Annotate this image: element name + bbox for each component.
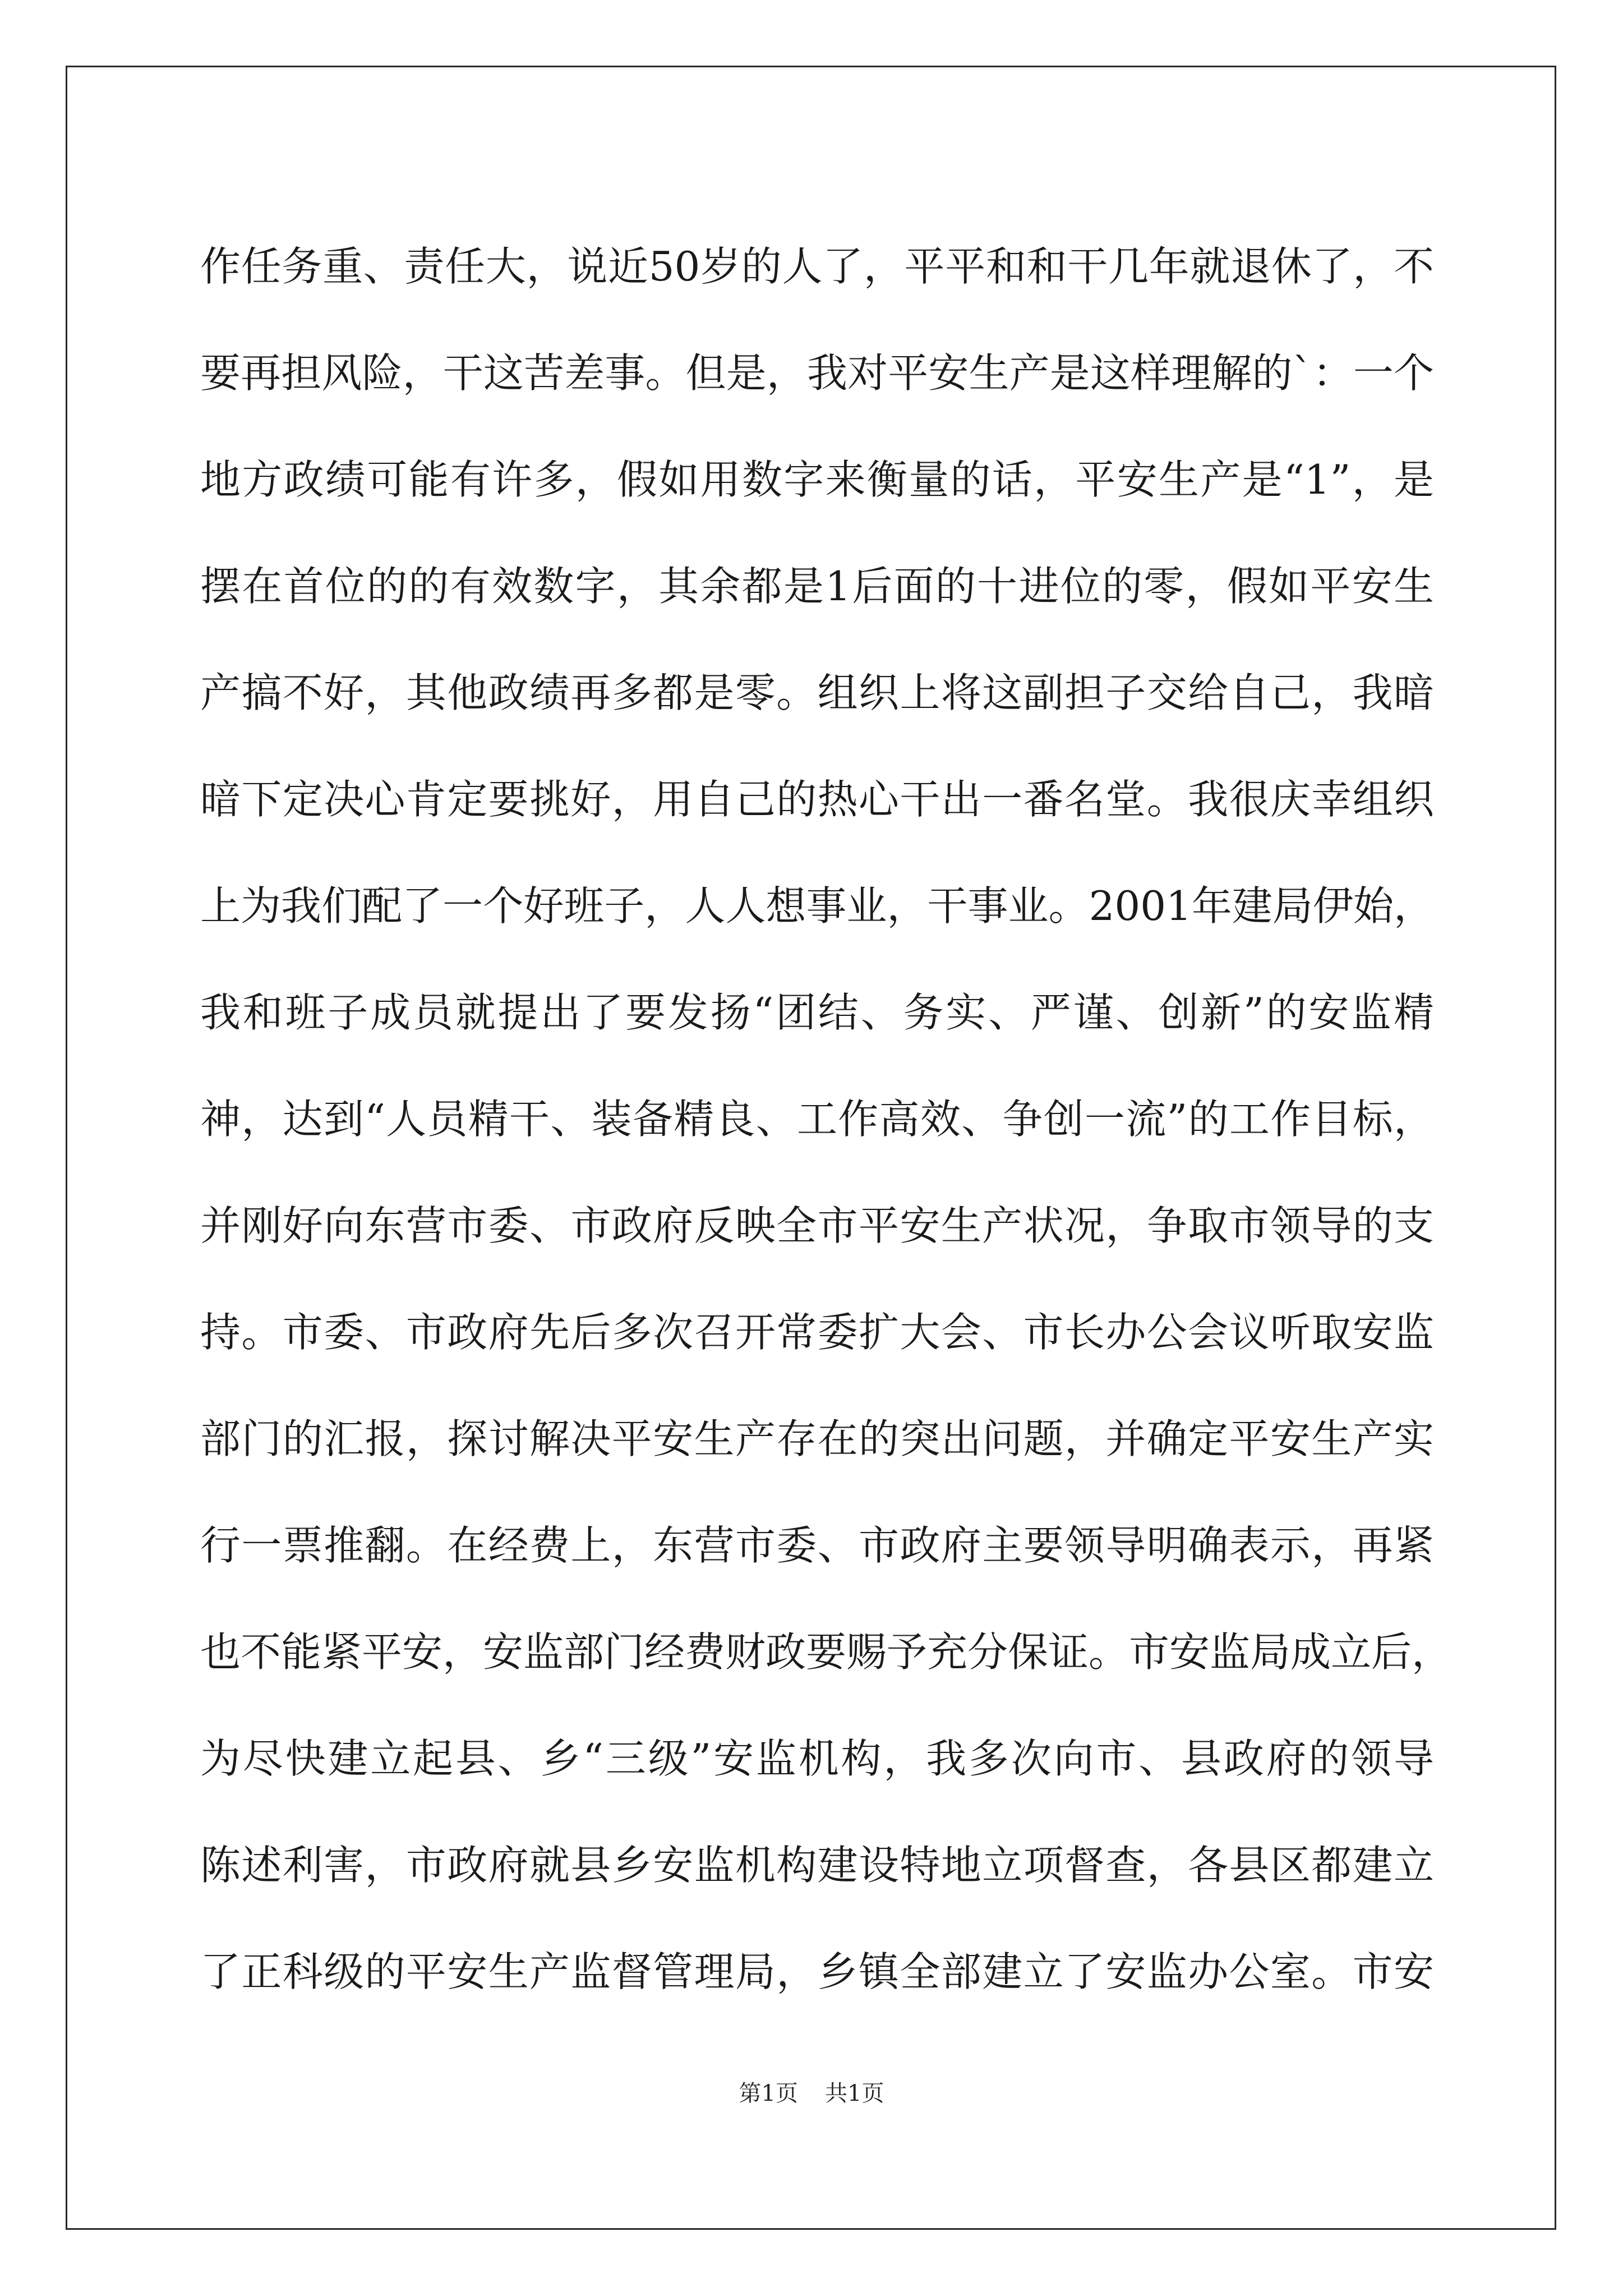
text-line: 上为我们配了一个好班子，人人想事业，干事业。2001年建局伊始， <box>200 882 1434 930</box>
text-line: 摆在首位的的有效数字，其余都是1后面的十进位的零，假如平安生 <box>200 563 1434 610</box>
text-line: 了正科级的平安生产监督管理局，乡镇全部建立了安监办公室。市安 <box>200 1948 1434 1995</box>
page-total: 共1页 <box>825 2081 884 2106</box>
text-line: 要再担风险，干这苦差事。但是，我对平安生产是这样理解的`：一个 <box>200 349 1434 397</box>
text-line: 并刚好向东营市委、市政府反映全市平安生产状况，争取市领导的支 <box>200 1202 1434 1249</box>
text-line: 神，达到“人员精干、装备精良、工作高效、争创一流”的工作目标， <box>200 1096 1434 1143</box>
text-line: 部门的汇报，探讨解决平安生产存在的突出问题，并确定平安生产实 <box>200 1415 1434 1462</box>
text-line: 为尽快建立起县、乡“三级”安监机构，我多次向市、县政府的领导 <box>200 1735 1434 1782</box>
document-body <box>200 213 1453 2025</box>
text-line: 作任务重、责任大，说近50岁的人了，平平和和干几年就退休了，不 <box>200 243 1434 290</box>
text-line: 行一票推翻。在经费上，东营市委、市政府主要领导明确表示，再紧 <box>200 1522 1434 1569</box>
text-line: 暗下定决心肯定要挑好，用自己的热心干出一番名堂。我很庆幸组织 <box>200 776 1434 823</box>
text-line: 地方政绩可能有许多，假如用数字来衡量的话，平安生产是“1”，是 <box>200 456 1434 503</box>
text-line: 也不能紧平安，安监部门经费财政要赐予充分保证。市安监局成立后， <box>200 1628 1453 1676</box>
text-line: 我和班子成员就提出了要发扬“团结、务实、严谨、创新”的安监精 <box>200 989 1434 1036</box>
page-number: 第1页 <box>739 2081 798 2106</box>
text-line: 产搞不好，其他政绩再多都是零。组织上将这副担子交给自己，我暗 <box>200 669 1434 716</box>
text-line: 持。市委、市政府先后多次召开常委扩大会、市长办公会议听取安监 <box>200 1309 1434 1356</box>
page-footer <box>0 2076 1623 2108</box>
text-line: 陈述利害，市政府就县乡安监机构建设特地立项督查，各县区都建立 <box>200 1842 1434 1889</box>
